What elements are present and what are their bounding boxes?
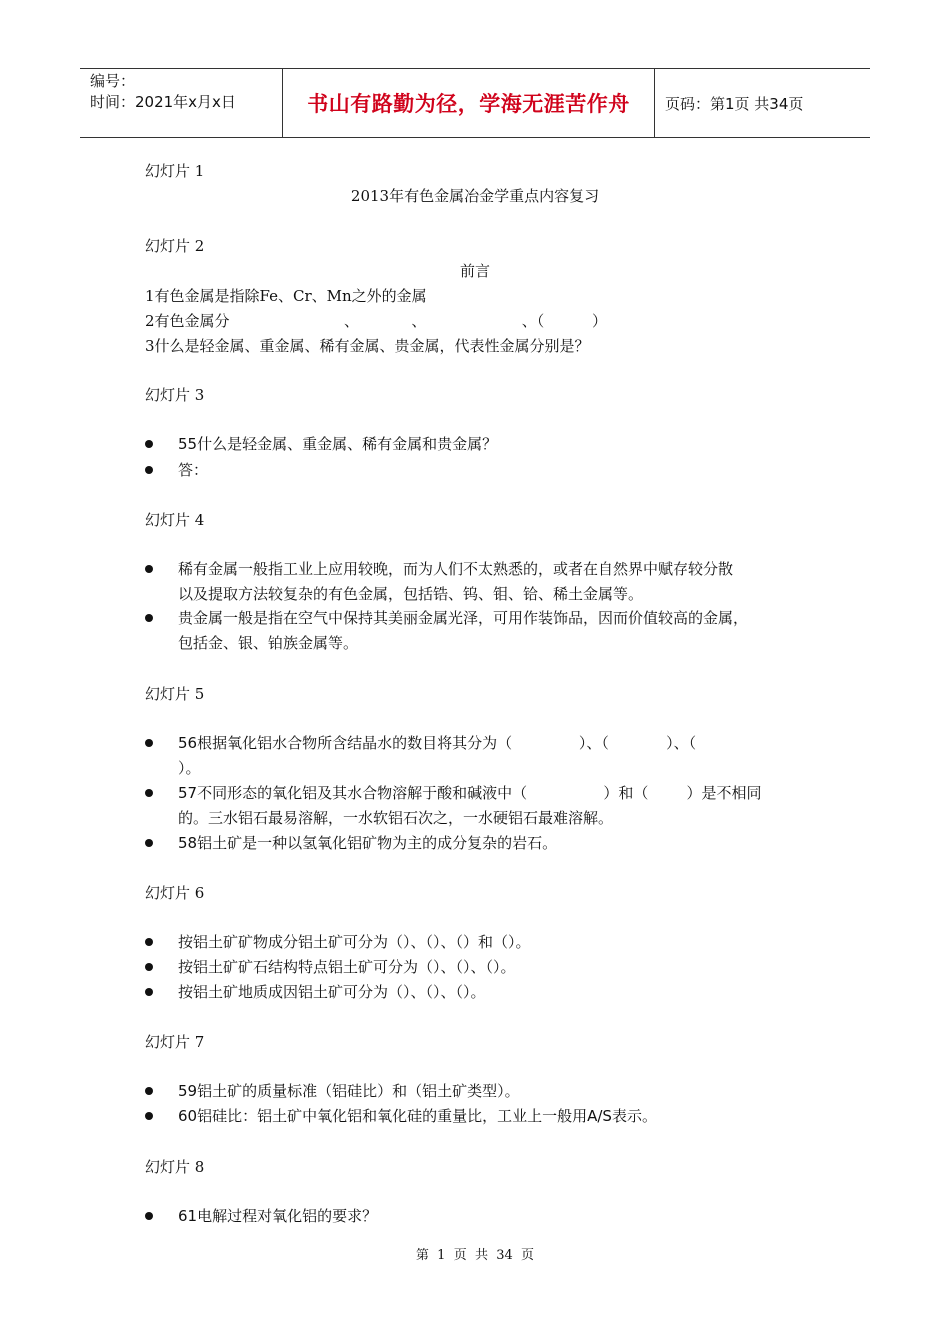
item-text: 什么是轻金属、重金属、稀有金属和贵金属？ xyxy=(197,435,498,453)
page-header xyxy=(80,68,870,138)
list-item-line: 以及提取方法较复杂的有色金属，包括锆、钨、钼、铪、稀土金属等。 xyxy=(178,585,644,603)
bullet-icon xyxy=(145,1112,153,1120)
item-number: 61 xyxy=(178,1207,198,1225)
bullet-icon xyxy=(145,614,153,622)
item-number: 58 xyxy=(178,834,198,852)
item-number: 59 xyxy=(178,1082,198,1100)
bullet-icon xyxy=(145,466,153,474)
list-item-line: ）。 xyxy=(178,759,201,777)
item-number: 60 xyxy=(178,1107,198,1125)
bullet-icon xyxy=(145,1087,153,1095)
item-text: 电解过程对氧化铝的要求？ xyxy=(197,1207,378,1225)
ratio-abbrev: A/S xyxy=(587,1107,612,1125)
list-item xyxy=(178,1081,520,1101)
list-item: 按铝土矿矿石结构特点铝土矿可分为（）、（）、（）。 xyxy=(178,958,516,976)
slide-label: 幻灯片 8 xyxy=(145,1158,205,1176)
item-text: 铝土矿的质量标准（铝硅比）和（铝土矿类型）。 xyxy=(197,1082,520,1100)
list-item xyxy=(178,1106,657,1126)
list-item-line xyxy=(178,783,762,803)
page-footer: 第 1 页 共 34 页 xyxy=(415,1248,535,1263)
list-item: 答： xyxy=(178,461,209,479)
bullet-icon xyxy=(145,1212,153,1220)
item-number: 57 xyxy=(178,784,198,802)
slide-label: 幻灯片 5 xyxy=(145,685,205,703)
item-text: 铝土矿是一种以氢氧化铝矿物为主的成分复杂的岩石。 xyxy=(197,834,558,852)
bullet-icon xyxy=(145,839,153,847)
text-line: 3什么是轻金属、重金属、稀有金属、贵金属，代表性金属分别是？ xyxy=(145,337,590,355)
item-text: 根据氧化铝水合物所含结晶水的数目将其分为（ ）、（ ）、（ xyxy=(197,734,697,752)
number-label: 编号： xyxy=(90,72,136,90)
list-item xyxy=(178,434,497,454)
list-item-line: 包括金、银、铂族金属等。 xyxy=(178,634,359,652)
list-item-line: 稀有金属一般指工业上应用较晚，而为人们不太熟悉的，或者在自然界中赋存较分散 xyxy=(178,560,734,578)
header-page-info: 页码：第1页 共34页 xyxy=(665,94,804,113)
slide-label: 幻灯片 3 xyxy=(145,386,205,404)
header-motto: 书山有路勤为径，学海无涯苦作舟 xyxy=(282,69,655,137)
slide-label: 幻灯片 2 xyxy=(145,237,205,255)
text-line: 1有色金属是指除Fe、Cr、Mn之外的金属 xyxy=(145,287,427,305)
bullet-icon xyxy=(145,988,153,996)
list-item xyxy=(178,833,557,853)
bullet-icon xyxy=(145,565,153,573)
item-number: 56 xyxy=(178,734,198,752)
bullet-icon xyxy=(145,938,153,946)
list-item xyxy=(178,1206,377,1226)
document-title: 2013年有色金属冶金学重点内容复习 xyxy=(350,187,600,205)
bullet-icon xyxy=(145,440,153,448)
list-item-line xyxy=(178,733,696,753)
list-item-line: 贵金属一般是指在空气中保持其美丽金属光泽，可用作装饰品，因而价值较高的金属， xyxy=(178,609,749,627)
list-item: 按铝土矿矿物成分铝土矿可分为（）、（）、（）和（）。 xyxy=(178,933,531,951)
bullet-icon xyxy=(145,739,153,747)
time-label: 时间：2021年x月x日 xyxy=(90,93,236,111)
header-meta xyxy=(80,69,282,137)
bullet-icon xyxy=(145,789,153,797)
list-item: 按铝土矿地质成因铝土矿可分为（）、（）、（）。 xyxy=(178,983,486,1001)
section-heading: 前言 xyxy=(459,262,490,280)
list-item-line: 的。三水铝石最易溶解，一水软铝石次之，一水硬铝石最难溶解。 xyxy=(178,809,614,827)
slide-label: 幻灯片 1 xyxy=(145,162,205,180)
slide-label: 幻灯片 6 xyxy=(145,884,205,902)
item-number: 55 xyxy=(178,435,198,453)
slide-label: 幻灯片 7 xyxy=(145,1033,205,1051)
item-text: 不同形态的氧化铝及其水合物溶解于酸和碱液中（ ）和（ ）是不相同 xyxy=(197,784,762,802)
item-text: 表示。 xyxy=(611,1107,657,1125)
item-text: 铝硅比：铝土矿中氧化铝和氧化硅的重量比，工业上一般用 xyxy=(197,1107,588,1125)
bullet-icon xyxy=(145,963,153,971)
text-line: 2有色金属分 、 、 、（ ） xyxy=(145,312,607,330)
slide-label: 幻灯片 4 xyxy=(145,511,205,529)
